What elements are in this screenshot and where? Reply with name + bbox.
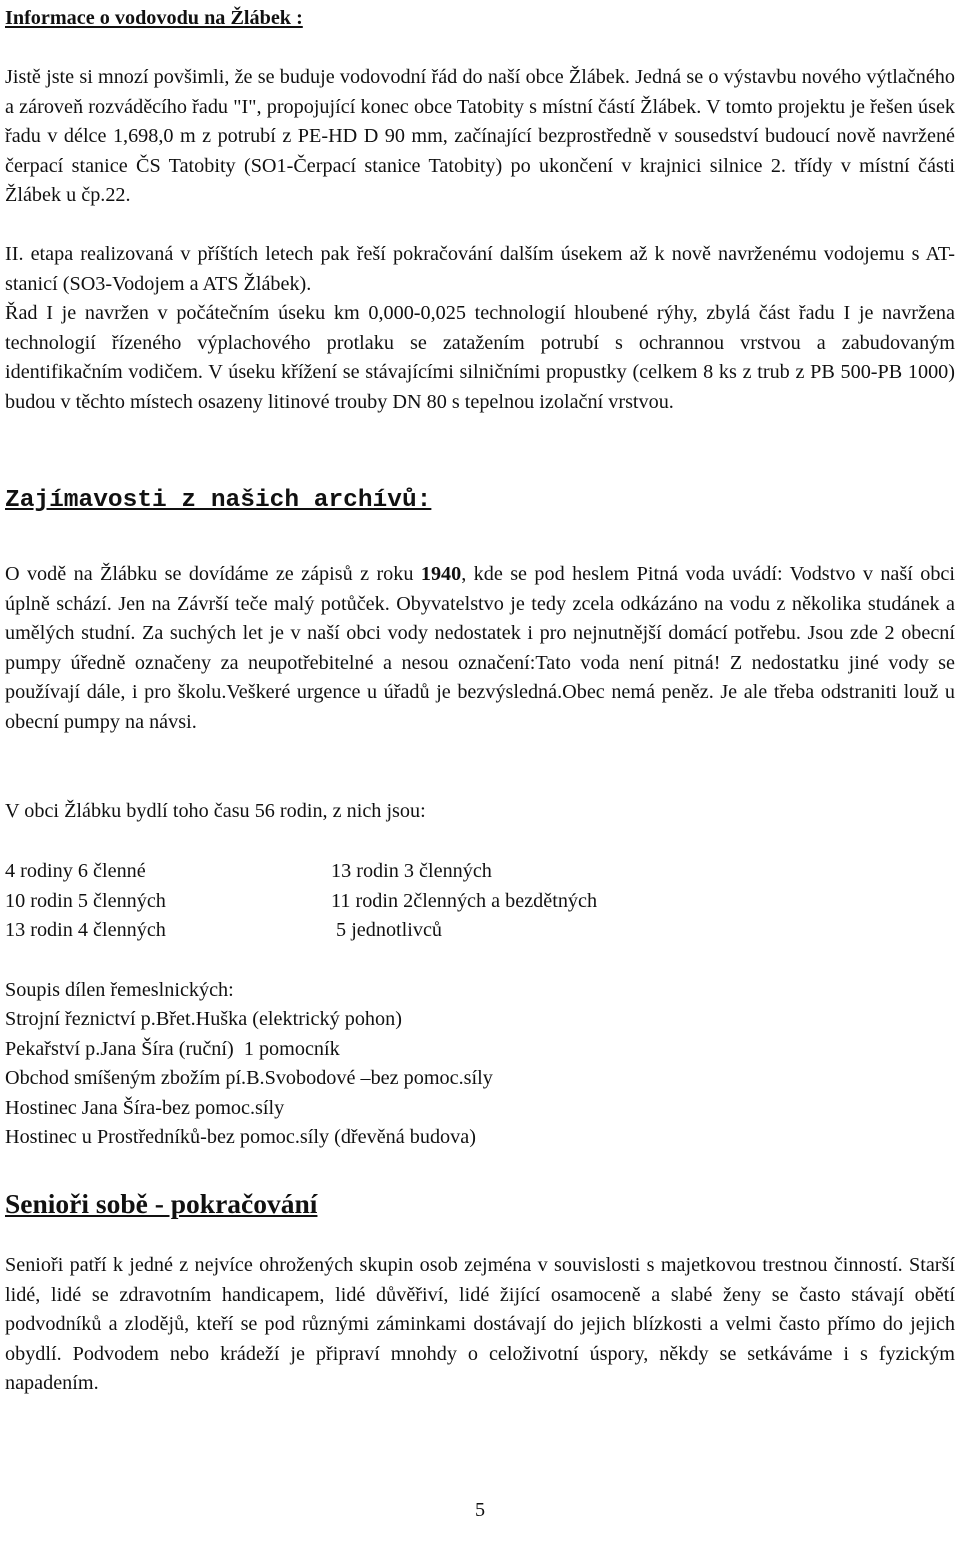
- families-cell-right: 13 rodin 3 členných: [331, 860, 492, 882]
- paragraph-seniors: Senioři patří k jedné z nejvíce ohrožených skupin osob zejména v souvislosti s majetkovou trestnou činností. Starší lidé, lidé se zdravotním handicapem, lidé důvěřiví, lidé žijící osamoceně a slabé ženy se často stávají obětí podvodníků a zlodějů, kteří se pod různými záminkami dostávají do jejich blízkosti a velmi často přímo do jejich obydlí. Podvodem nebo krádeží je připraví mnohdy o celoživotní úspory, někdy se setkáváme i s fyzickým napadením.: [5, 1254, 955, 1395]
- paragraph-water-project: Jistě jste si mnozí povšimli, že se buduje vodovodní řád do naší obce Žlábek. Jedná se o výstavbu nového výtlačného a zároveň rozváděcího řadu "I", propojující konec obce Tatobity s místní částí Žlábek. V tomto projektu je řešen úsek řadu v délce 1,698,0 m z potrubí z PE-HD D 90 mm, začínající bezprostředně v sousedství budoucí nově navržené čerpací stanice ČS Tatobity (SO1-Čerpací stanice Tatobity) po ukončení v krajnici silnice 2. třídy v místní části Žlábek u čp.22.: [5, 66, 955, 207]
- workshop-item: Hostinec u Prostředníků-bez pomoc.síly (dřevěná budova): [5, 1126, 476, 1148]
- families-row: [5, 916, 955, 946]
- paragraph-technology: Řad I je navržen v počátečním úseku km 0,000-0,025 technologií hloubené rýhy, zbylá část řadu I je navržena technologií řízeného výplachového protlaku se zatažením potrubí s ochrannou vrstvou a zabudovaným identifikačním vodičem. V úseku křížení se stávajícími silničními propustky (celkem 8 ks z trub z PB 500-PB 1000) budou v těchto místech osazeny litinové trouby DN 80 s tepelnou izolační vrstvou.: [5, 302, 955, 413]
- page-number: 5: [474, 1499, 486, 1521]
- families-cell-right: 5 jednotlivců: [331, 919, 443, 942]
- workshops-title: Soupis dílen řemeslnických:: [5, 979, 234, 1001]
- families-cell-left: 13 rodin 4 členných: [5, 919, 166, 942]
- families-intro: V obci Žlábku bydlí toho času 56 rodin, z nich jsou:: [5, 800, 426, 822]
- workshop-item: Obchod smíšeným zbožím pí.B.Svobodové –bez pomoc.síly: [5, 1067, 493, 1089]
- families-cell-left: 4 rodiny 6 členné: [5, 860, 146, 882]
- families-row: [5, 857, 955, 887]
- paragraph-second-stage: II. etapa realizovaná v příštích letech pak řeší pokračování dalším úsekem až k nově navrženému vodojemu s AT-stanicí (SO3-Vodojem a ATS Žlábek).: [5, 243, 955, 295]
- section-title-seniors: Senioři sobě - pokračování: [5, 1188, 318, 1219]
- paragraph-archive-water: [5, 560, 955, 738]
- archive-year: 1940: [420, 563, 462, 585]
- families-cell-left: 10 rodin 5 členných: [5, 889, 166, 912]
- workshop-item: Hostinec Jana Šíra-bez pomoc.síly: [5, 1097, 285, 1119]
- archive-text-start: O vodě na Žlábku se dovídáme ze zápisů z roku: [5, 563, 421, 585]
- families-table: [5, 857, 955, 946]
- families-row: [5, 887, 955, 917]
- workshop-item: Strojní řeznictví p.Břet.Huška (elektrický pohon): [5, 1008, 402, 1030]
- families-cell-right: 11 rodin 2členných a bezdětných: [331, 889, 598, 912]
- section-title-archives: Zajímavosti z našich archívů:: [5, 487, 432, 514]
- archive-text-rest: , kde se pod heslem Pitná voda uvádí: Vodstvo v naší obci úplně schází. Jen na Závrší teče malý potůček. Obyvatelstvo je tedy zcela odkázáno na vodu z několika studánek a umělých studní. Za suchých let je v naší obci vody nedostatek i pro nejnutnější domácí potřebu. Jsou zde 2 obecní pumpy úředně označeny za neupotřebitelné a nesou označení:Tato voda není pitná! Z nedostatku jiné vody se používají dále, i pro školu.Veškeré urgence u úřadů je bezvýsledná.Obec nemá peněz. Je ale třeba odstraniti louž u obecní pumpy na návsi.: [5, 563, 955, 733]
- workshop-item: Pekařství p.Jana Šíra (ruční) 1 pomocník: [5, 1038, 340, 1060]
- section-title-water-supply: Informace o vodovodu na Žlábek :: [5, 7, 303, 29]
